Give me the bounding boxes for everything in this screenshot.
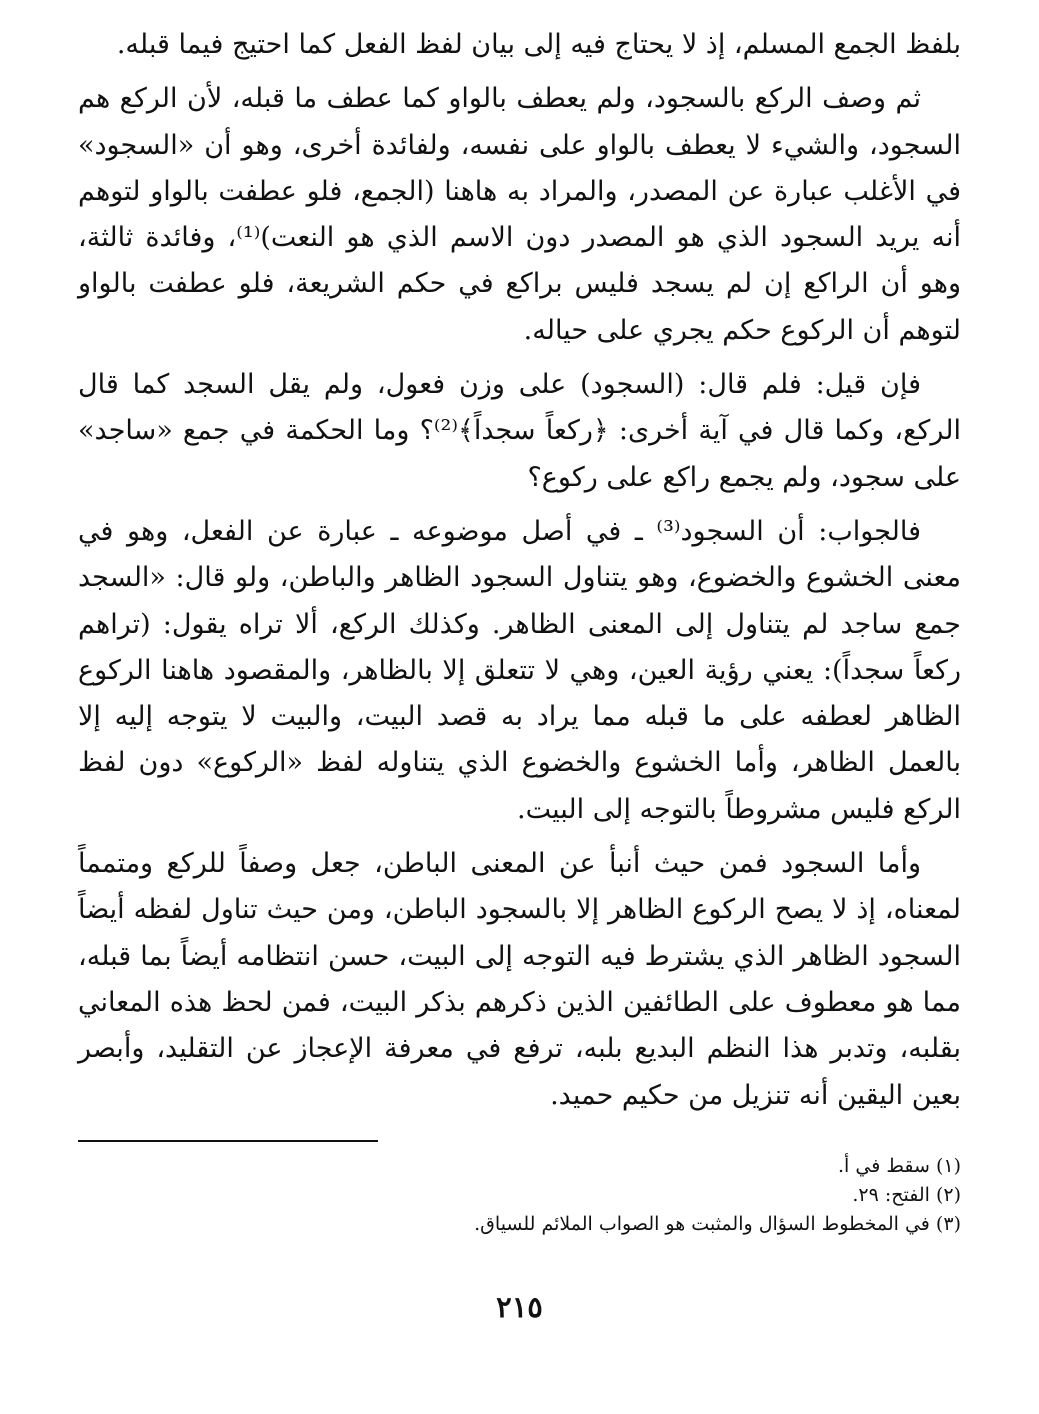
footnote-2: (٢) الفتح: ٢٩. xyxy=(852,1184,961,1206)
paragraph-answer: فالجواب: أن السجود⁽³⁾ ـ في أصل موضوعه ـ عبارة عن الفعل، وهو في معنى الخشوع والخضوع، وهو يتناول السجود الظاهر والباطن، ولو قال: «السجد جمع ساجد لم يتناول إلى المعنى الظاهر. وكذلك الركع، ألا تراه يقول: (تراهم ركعاً سجداً): يعني رؤية العين، وهي لا تتعلق إلا بالظاهر، والمقصود هاهنا الركوع الظاهر لعطفه على ما قبله مما يراد به قصد البيت، والبيت لا يتوجه إليه إلا بالعمل الظاهر، وأما الخشوع والخضوع الذي يتناوله لفظ «الركوع» دون لفظ الركع فليس مشروطاً بالتوجه إلى البيت. xyxy=(78,515,961,825)
paragraph-ruku-sujud: ثم وصف الركع بالسجود، ولم يعطف بالواو كما عطف ما قبله، لأن الركع هم السجود، والشيء لا يعطف بالواو على نفسه، ولفائدة أخرى، وهو أن «السجود» في الأغلب عبارة عن المصدر، والمراد به هاهنا (الجمع، فلو عطفت بالواو لتوهم أنه يريد السجود الذي هو المصدر دون الاسم الذي هو النعت)⁽¹⁾، وفائدة ثالثة، وهو أن الراكع إن لم يسجد فليس براكع في حكم الشريعة، فلو عطفت بالواو لتوهم أن الركوع حكم يجري على حياله. xyxy=(78,83,961,346)
paragraph-conclusion: وأما السجود فمن حيث أنبأ عن المعنى الباطن، جعل وصفاً للركع ومتمماً لمعناه، إذ لا يصح الركوع الظاهر إلا بالسجود الباطن، ومن حيث تناول لفظه أيضاً السجود الظاهر الذي يشترط فيه التوجه إلى البيت، حسن انتظامه أيضاً بما قبله، مما هو معطوف على الطائفين الذين ذكرهم بذكر البيت، فمن لحظ هذه المعاني بقلبه، وتدبر هذا النظم البديع بلبه، ترفع في معرفة الإعجاز عن التقليد، وأبصر بعين اليقين أنه تنزيل من حكيم حميد. xyxy=(78,848,961,1111)
paragraph-continuation: بلفظ الجمع المسلم، إذ لا يحتاج فيه إلى بيان لفظ الفعل كما احتيج فيما قبله. xyxy=(116,29,961,60)
footnote-3: (٣) في المخطوط السؤال والمثبت هو الصواب الملائم للسياق. xyxy=(474,1213,961,1235)
page-number: ٢١٥ xyxy=(496,1290,543,1324)
footnote-divider xyxy=(78,1140,378,1142)
footnotes xyxy=(78,1152,961,1239)
paragraph-question: فإن قيل: فلم قال: (السجود) على وزن فعول، ولم يقل السجد كما قال الركع، وكما قال في آية أخرى: ﴿ركعاً سجداً﴾⁽²⁾؟ وما الحكمة في جمع «ساجد» على سجود، ولم يجمع راكع على ركوع؟ xyxy=(78,369,961,493)
footnote-1: (١) سقط في أ. xyxy=(838,1155,961,1177)
main-text xyxy=(78,22,961,1119)
